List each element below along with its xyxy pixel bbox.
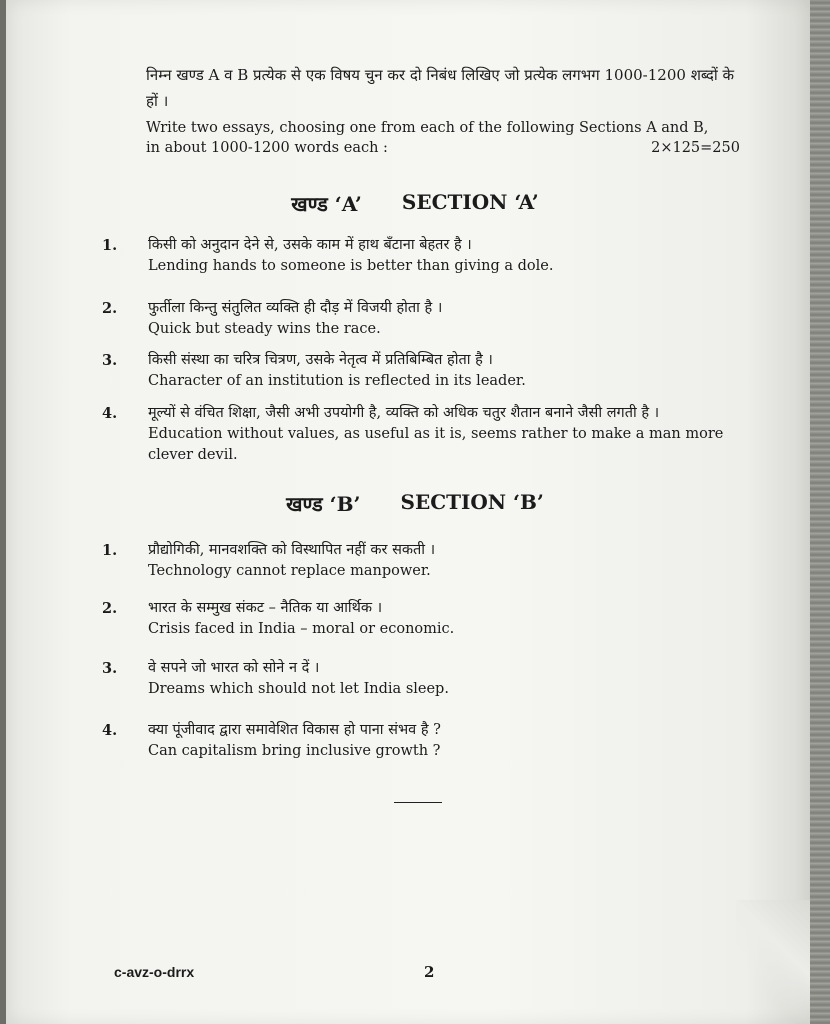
section-a-heading xyxy=(0,190,830,217)
item-number: 4. xyxy=(102,722,118,739)
instructions-english-line2: in about 1000-1200 words each : xyxy=(146,140,388,156)
item-hindi-text: भारत के सम्मुख संकट – नैतिक या आर्थिक । xyxy=(148,600,383,616)
item-english-text: Education without values, as useful as it is, seems rather to make a man more clever devil. xyxy=(148,426,724,463)
page-curl-shadow xyxy=(736,900,816,1024)
item-english-text: Quick but steady wins the race. xyxy=(148,321,381,337)
instructions-english xyxy=(146,118,740,158)
instructions-english-line1: Write two essays, choosing one from each of the following Sections A and B, xyxy=(146,120,709,136)
item-english-text: Dreams which should not let India sleep. xyxy=(148,681,449,697)
item-number: 2. xyxy=(102,300,118,317)
section-b-heading xyxy=(0,490,830,517)
item-hindi-text: किसी संस्था का चरित्र चित्रण, उसके नेतृत्व में प्रतिबिम्बित होता है । xyxy=(148,352,493,368)
item-english-text: Can capitalism bring inclusive growth ? xyxy=(148,743,441,759)
item-english-text: Crisis faced in India – moral or economic. xyxy=(148,621,455,637)
item-english-text: Lending hands to someone is better than giving a dole. xyxy=(148,258,554,274)
instructions-english-row2 xyxy=(146,138,740,158)
item-hindi-text: फुर्तीला किन्तु संतुलित व्यक्ति ही दौड़ में विजयी होता है । xyxy=(148,300,443,316)
adjacent-page-edge xyxy=(810,0,830,1024)
exam-page xyxy=(6,0,810,1024)
item-number: 4. xyxy=(102,405,118,422)
item-hindi-text: वे सपने जो भारत को सोने न दें । xyxy=(148,660,320,676)
footer-paper-code: c-avz-o-drrx xyxy=(114,964,195,980)
section-a-english-heading: SECTION ‘A’ xyxy=(401,190,539,214)
item-number: 3. xyxy=(102,352,118,369)
end-divider xyxy=(394,802,442,803)
item-hindi-text: किसी को अनुदान देने से, उसके काम में हाथ बँटाना बेहतर है । xyxy=(148,237,472,253)
item-number: 2. xyxy=(102,600,118,617)
item-english-text: Character of an institution is reflected in its leader. xyxy=(148,373,526,389)
marks-label: 2×125=250 xyxy=(651,140,740,156)
instructions-hindi: निम्न खण्ड A व B प्रत्येक से एक विषय चुन कर दो निबंध लिखिए जो प्रत्येक लगभग 1000-1200 शब्दों के हों । xyxy=(146,66,735,110)
section-a-hindi-heading: खण्ड ‘A’ xyxy=(291,192,362,216)
item-number: 3. xyxy=(102,660,118,677)
item-number: 1. xyxy=(102,237,118,254)
page-content xyxy=(6,0,810,1024)
footer-page-number: 2 xyxy=(424,963,435,981)
item-english-text: Technology cannot replace manpower. xyxy=(148,563,431,579)
item-hindi-text: क्या पूंजीवाद द्वारा समावेशित विकास हो पाना संभव है ? xyxy=(148,722,441,738)
item-hindi-text: प्रौद्योगिकी, मानवशक्ति को विस्थापित नहीं कर सकती । xyxy=(148,542,436,558)
section-b-english-heading: SECTION ‘B’ xyxy=(400,490,544,514)
section-b-hindi-heading: खण्ड ‘B’ xyxy=(286,492,361,516)
item-hindi-text: मूल्यों से वंचित शिक्षा, जैसी अभी उपयोगी है, व्यक्ति को अधिक चतुर शैतान बनाने जैसी लगती है । xyxy=(148,405,660,421)
item-number: 1. xyxy=(102,542,118,559)
